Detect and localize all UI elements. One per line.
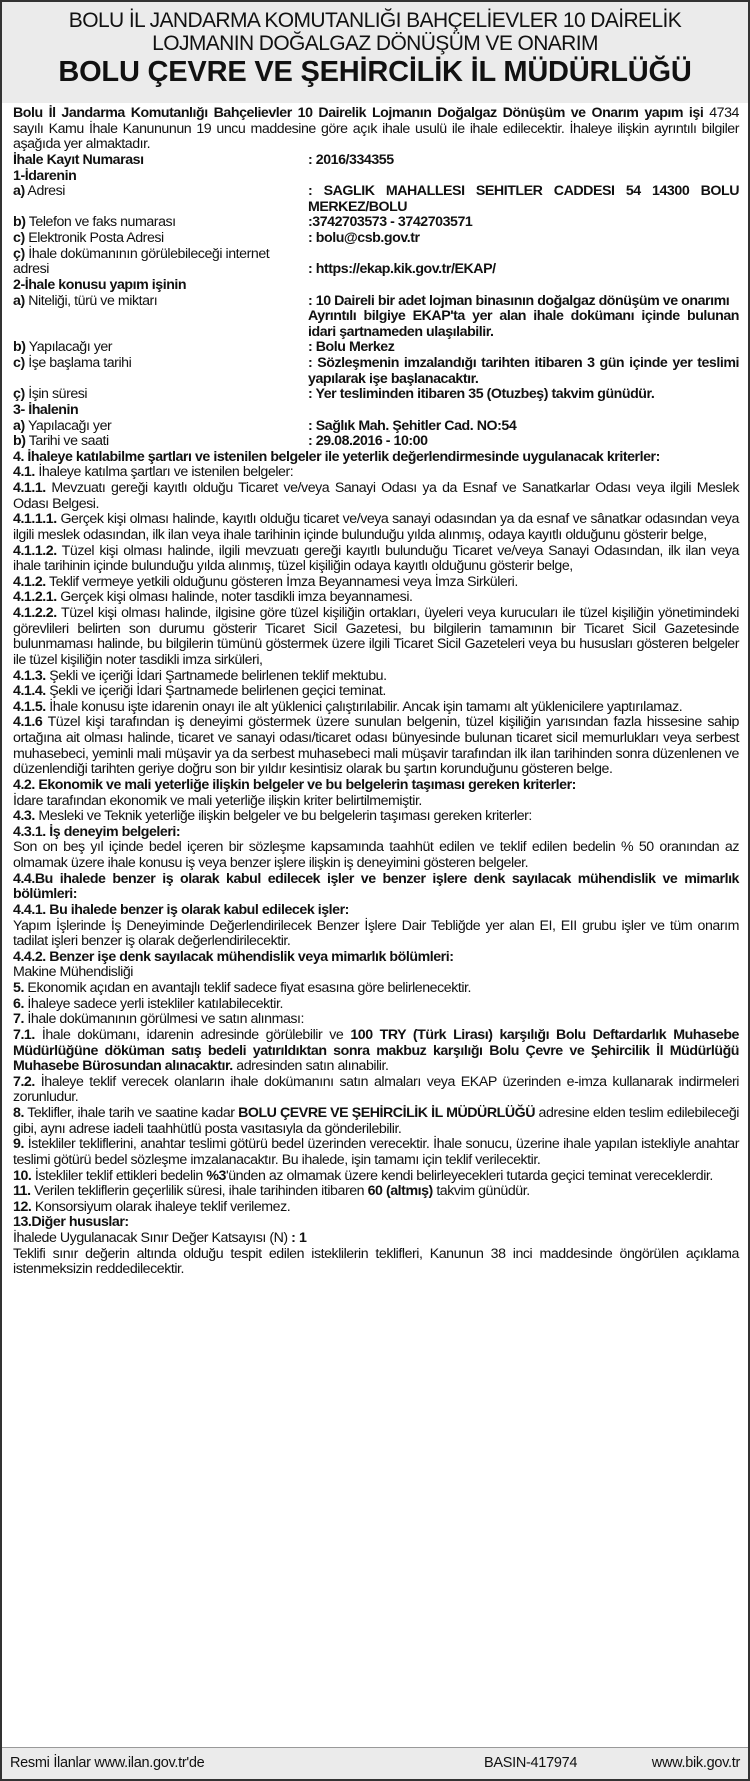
phone-value: :3742703573 - 3742703571 (308, 214, 473, 231)
header-line-2: LOJMANIN DOĞALGAZ DÖNÜŞÜM VE ONARIM (152, 32, 598, 55)
criteria-item: Son on beş yıl içinde bedel içeren bir sözleşme kapsamında taahhüt edilen ve teklif edilen bedelin % 50 oranından az olmamak üzere ihale konusu iş veya benzer işlere ilişkin iş deneyimini gösteren belgeler. (13, 839, 739, 871)
criteria-item: 4. İhaleye katılabilme şartları ve istenilen belgeler ile yeterlik değerlendirmesinde uygulanacak kriterler: (13, 448, 660, 465)
item-7-2: 7.2. İhaleye teklif verecek olanların ihale dokümanını satın almaları veya EKAP üzerinden e-imza kullanarak indirmeleri zorunludur. (13, 1073, 739, 1106)
criteria-item: 4.1. İhaleye katılma şartları ve istenilen belgeler: (13, 464, 294, 481)
sure-value: : Yer tesliminden itibaren 35 (Otuzbeş) takvim günüdür. (308, 386, 655, 403)
criteria-item: Makine Mühendisliği (13, 964, 133, 981)
item-10: 10. İstekliler teklif ettikleri bedelin %3'ünden az olmamak üzere kendi belirleyecekleri tutarda geçici teminat vereceklerdir. (13, 1167, 713, 1184)
ihale-row-tarih: b) Tarihi ve saati : 29.08.2016 - 10:00 (13, 434, 739, 450)
criteria-item: 4.4.2. Benzer işe denk sayılacak mühendislik veya mimarlık bölümleri: (13, 948, 454, 965)
nitelik-label: Niteliği, türü ve miktarı (24, 292, 158, 309)
notice-title: BOLU ÇEVRE VE ŞEHİRCİLİK İL MÜDÜRLÜĞÜ (58, 56, 692, 88)
criteria-item: 4.1.4. Şekli ve içeriği İdari Şartnamede belirlenen geçici teminat. (13, 683, 386, 700)
address-value: : SAGLIK MAHALLESI SEHITLER CADDESI 54 14300 BOLU MERKEZ/BOLU (308, 183, 739, 215)
idare-row-email: c) Elektronik Posta Adresi : bolu@csb.gov.tr (13, 231, 739, 247)
item-7-1: 7.1. İhale dokümanı, idarenin adresinde görülebilir ve 100 TRY (Türk Lirası) karşılığı Bolu Deftardarlık Muhasebe Müdürlüğüne döküman satış bedeli yatırıldıktan sonra makbuz karşılığı Bolu Çevre ve Şehircilik İl Müdürlüğü Muhasebe Bürosundan alınacaktır. adresinden satın alınabilir. (13, 1026, 739, 1075)
criteria-item: Yapım İşlerinde İş Deneyiminde Değerlendirilecek Benzer İşlere Dair Tebliğde yer alan EI, EII grubu işler ve tüm onarım tadilat işleri benzer iş olarak değerlendirilecektir. (13, 917, 739, 950)
email-label: Elektronik Posta Adresi (24, 230, 164, 246)
criteria-list (13, 450, 739, 1028)
konu-row-yer: b) Yapılacağı yer : Bolu Merkez (13, 340, 739, 356)
criteria-item: 4.4.Bu ihalede benzer iş olarak kabul edilecek işler ve benzer işlere denk sayılacak mühendislik ve mimarlık bölümleri: (13, 870, 739, 903)
intro-bold: Bolu İl Jandarma Komutanlığı Bahçelievler 10 Dairelik Lojmanın Doğalgaz Dönüşüm ve Onarım yapım işi (13, 105, 704, 121)
website-label: İhale dokümanının görülebileceği internet adresi (13, 245, 270, 278)
item-13-heading: 13.Diğer hususlar: (13, 1214, 129, 1231)
nitelik-extra: Ayrıntılı bilgiye EKAP'ta yer alan ihale dokümanı içinde bulunan idari şartnameden ulaşılabilir. (308, 308, 739, 340)
konu-heading: 2-İhale konusu yapım işinin (13, 276, 187, 293)
idare-row-address: a) Adresi : SAGLIK MAHALLESI SEHITLER CADDESI 54 14300 BOLU MERKEZ/BOLU (13, 183, 739, 215)
katsayi-line: İhalede Uygulanacak Sınır Değer Katsayısı (N) : 1 (13, 1230, 307, 1246)
baslama-label: İşe başlama tarihi (24, 355, 132, 371)
criteria-item: İdare tarafından ekonomik ve mali yeterliğe ilişkin kriter belirtilmemiştir. (13, 792, 422, 809)
notice-header (2, 2, 748, 103)
yer-value: : Bolu Merkez (308, 339, 395, 356)
phone-label: Telefon ve faks numarası (25, 214, 176, 231)
nitelik-value: : 10 Daireli bir adet lojman binasının doğalgaz dönüşüm ve onarımı (308, 292, 730, 309)
criteria-item: 4.1.3. Şekli ve içeriği İdari Şartnamede belirlenen teklif mektubu. (13, 667, 387, 684)
notice-footer (2, 1747, 748, 1779)
kayit-label: İhale Kayıt Numarası (13, 151, 144, 168)
sure-label: İşin süresi (24, 386, 88, 403)
idare-row-phone: b) Telefon ve faks numarası :3742703573 - 3742703571 (13, 215, 739, 231)
idare-row-website: ç) İhale dokümanının görülebileceği internet adresi : https://ekap.kik.gov.tr/EKAP/ (13, 247, 739, 278)
criteria-item: 4.1.1.1. Gerçek kişi olması halinde, kayıtlı olduğu ticaret ve/veya sanayi odasından ya da esnaf ve sânatkar odasından veya ilgili meslek odasından, ilk ilan veya ihale tarihinin içinde bulunduğu yılda alınmış, odaya kayıtlı olduğunu gösterir belge, (13, 511, 739, 543)
ihale-yer-value: : Sağlık Mah. Şehitler Cad. NO:54 (308, 417, 517, 434)
item-9: 9. İstekliler tekliflerini, anahtar teslimi götürü bedel üzerinden verecektir. İhale sonucu, üzerine ihale yapılan istekliyle anahtar teslimi götürü bedel sözleşme imzalanacaktır. Bu ihalede, işin tamamı için teklif verilecektir. (13, 1136, 739, 1168)
footer-basin-code: BASIN-417974 (484, 1755, 578, 1771)
kayit-row (13, 153, 739, 169)
footer-ilan-link[interactable]: Resmi İlanlar www.ilan.gov.tr'de (10, 1755, 205, 1771)
criteria-item: 7. İhale dokümanının görülmesi ve satın alınması: (13, 1011, 305, 1028)
ihale-tarih-label: Tarihi ve saati (25, 433, 109, 450)
website-value[interactable]: : https://ekap.kik.gov.tr/EKAP/ (308, 261, 496, 278)
header-line-1: BOLU İL JANDARMA KOMUTANLIĞI BAHÇELİEVLER 10 DAİRELİK (68, 9, 682, 32)
address-label: Adresi (24, 183, 65, 200)
criteria-item: 4.1.2.1. Gerçek kişi olması halinde, noter tasdikli imza beyannamesi. (13, 589, 413, 606)
item-12: 12. Konsorsiyum olarak ihaleye teklif verilemez. (13, 1198, 291, 1215)
konu-row-sure: ç) İşin süresi : Yer tesliminden itibaren 35 (Otuzbeş) takvim günüdür. (13, 387, 739, 403)
criteria-item: 4.4.1. Bu ihalede benzer iş olarak kabul edilecek işler: (13, 901, 349, 918)
konu-row-baslama: c) İşe başlama tarihi : Sözleşmenin imzalandığı tarihten itibaren 3 gün içinde yer teslimi yapılarak işe başlanacaktır. (13, 355, 739, 387)
criteria-item: 6. İhaleye sadece yerli istekliler katılabilecektir. (13, 995, 283, 1012)
item-13-last: Teklifi sınır değerin altında olduğu tespit edilen isteklilerin teklifleri, Kanunun 38 inci maddesinde öngörülen açıklama istenmeksizin reddedilecektir. (13, 1245, 739, 1278)
ihale-row-yer: a) Yapılacağı yer : Sağlık Mah. Şehitler Cad. NO:54 (13, 419, 739, 435)
criteria-item: 5. Ekonomik açıdan en avantajlı teklif sadece fiyat esasına göre belirlenecektir. (13, 980, 472, 996)
baslama-value: : Sözleşmenin imzalandığı tarihten itibaren 3 gün içinde yer teslimi yapılarak işe başlanacaktır. (308, 355, 739, 387)
intro-paragraph (13, 106, 739, 153)
ihale-tarih-value: : 29.08.2016 - 10:00 (308, 433, 428, 450)
criteria-item: 4.3.1. İş deneyim belgeleri: (13, 823, 181, 840)
ihale-heading: 3- İhalenin (13, 401, 79, 418)
idare-heading: 1-İdarenin (13, 167, 77, 184)
criteria-item: 4.1.6 Tüzel kişi tarafından iş deneyimi göstermek üzere sunulan belgenin, tüzel kişiliğin yarısından fazla hissesine sahip ortağına ait olması halinde, ticaret ve sanayi odası/ticaret odası bünyesinde bulunan ticaret sicil memurlukları veya serbest muhasebeci, yeminli mali müşavir ya da serbest muhasebeci mali müşavir tarafından ilk ilan tarihinden sonra düzenlenen ve düzenlendiği tarihten geriye doğru son bir yıldır kesintisiz olarak bu şartın korunduğunu gösteren belge. (13, 714, 739, 778)
criteria-item: 4.1.2. Teklif vermeye yetkili olduğunu gösteren İmza Beyannamesi veya İmza Sirküleri. (13, 573, 518, 590)
notice-body (2, 103, 748, 1278)
criteria-item: 4.3. Mesleki ve Teknik yeterliğe ilişkin belgeler ve bu belgelerin taşıması gereken kriterler: (13, 808, 532, 825)
criteria-item: 4.2. Ekonomik ve mali yeterliğe ilişkin belgeler ve bu belgelerin taşıması gereken kriterler: (13, 776, 576, 793)
item-11: 11. Verilen tekliflerin geçerlilik süresi, ihale tarihinden itibaren 60 (altmış) takvim günüdür. (13, 1183, 530, 1200)
konu-row-nitelik: a) Niteliği, türü ve miktarı : 10 Daireli bir adet lojman binasının doğalgaz dönüşüm ve onarımı Ayrıntılı bilgiye EKAP'ta yer alan ihale dokümanı içinde bulunan idari şartnameden ulaşılabilir. (13, 292, 739, 340)
criteria-item: 4.1.1.2. Tüzel kişi olması halinde, ilgili mevzuatı gereği kayıtlı bulunduğu Ticaret ve/veya Sanayi Odasından, ilk ilan veya ihale tarihinin içinde bulunduğu yılda alınmış, tüzel kişiliğin odaya kayıtlı olduğunu gösterir belge, (13, 542, 739, 575)
criteria-item: 4.1.1. Mevzuatı gereği kayıtlı olduğu Ticaret ve/veya Sanayi Odası ya da Esnaf ve Sanatkarlar Odası veya ilgili Meslek Odası Belgesi. (13, 480, 739, 512)
criteria-item: 4.1.2.2. Tüzel kişi olması halinde, ilgisine göre tüzel kişiliğin ortakları, üyeleri veya kurucuları ile tüzel kişiliğin yönetimindeki görevlileri belirten son durumu gösterir Ticaret Sicil Gazetesi, bu bilgilerin tamamının bir Ticaret Sicil Gazetesinde bulunmaması halinde, bu bilgilerin tümünü göstermek üzere ilgili Ticaret Sicil Gazeteleri veya bu hususları gösteren belgeler ile tüzel kişiliğin noter tasdikli imza sirküleri, (13, 605, 739, 668)
footer-bik-link[interactable]: www.bik.gov.tr (651, 1755, 740, 1771)
email-value[interactable]: : bolu@csb.gov.tr (308, 230, 420, 246)
intro-text: 4734 sayılı Kamu İhale Kanununun 19 uncu maddesine göre açık ihale usulü ile ihale edilecektir. İhaleye ilişkin ayrıntılı bilgiler aşağıda yer almaktadır. (13, 105, 739, 153)
kayit-value: : 2016/334355 (308, 151, 394, 168)
ihale-yer-label: Yapılacağı yer (24, 417, 112, 434)
criteria-item: 4.1.5. İhale konusu işte idarenin onayı ile alt yüklenici çalıştırılabilir. Ancak işin tamamı alt yüklenicilere yaptırılamaz. (13, 698, 683, 715)
item-8: 8. Teklifler, ihale tarih ve saatine kadar BOLU ÇEVRE VE ŞEHİRCİLİK İL MÜDÜRLÜĞÜ adresine elden teslim edilebileceği gibi, aynı adrese iadeli taahhütlü posta vasıtasıyla da gönderilebilir. (13, 1105, 739, 1137)
yer-label: Yapılacağı yer (25, 339, 113, 356)
